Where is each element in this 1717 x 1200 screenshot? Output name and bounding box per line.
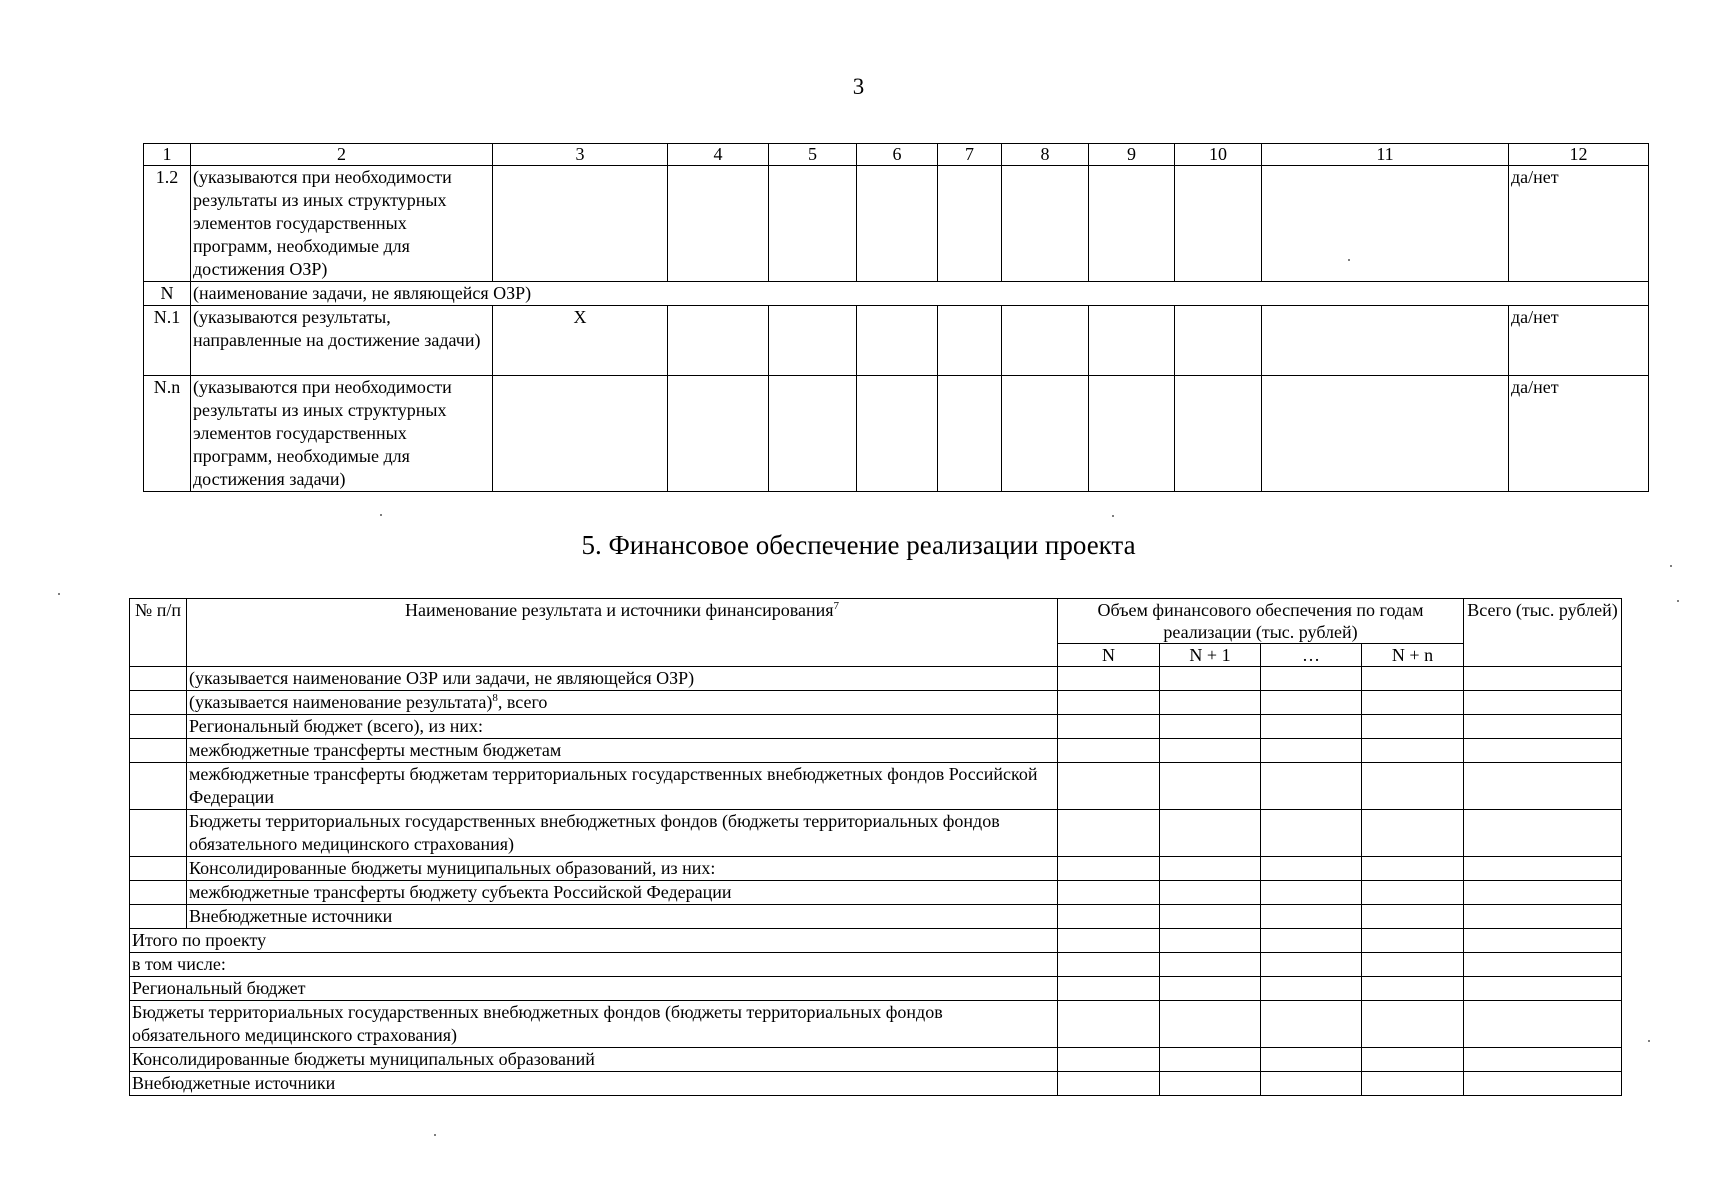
row-label: межбюджетные трансферты бюджетам территориальных государственных внебюджетных фондов Российской Федерации: [187, 763, 1058, 810]
table-cell: [1464, 739, 1622, 763]
table-cell: [1362, 763, 1464, 810]
table-cell: [1261, 1001, 1362, 1048]
table-cell: [1002, 306, 1089, 376]
table-cell: [1464, 953, 1622, 977]
table-cell: [1175, 306, 1262, 376]
table-cell: [938, 306, 1002, 376]
row-number: [130, 739, 187, 763]
table-cell: [1160, 977, 1261, 1001]
table-cell: [857, 376, 938, 492]
row-number: N.1: [144, 306, 191, 376]
table-cell: [1261, 953, 1362, 977]
row-number: [130, 667, 187, 691]
table-row: [144, 306, 1649, 376]
table-cell: [1464, 905, 1622, 929]
scan-speck: [380, 514, 382, 516]
table-cell: [1160, 1072, 1261, 1096]
table-cell: [1362, 857, 1464, 881]
column-header: 9: [1089, 144, 1175, 166]
table-cell: [1058, 953, 1160, 977]
table-cell: [1160, 1048, 1261, 1072]
column-header-name-text: Наименование результата и источники финансирования: [404, 600, 834, 620]
table-cell: [1160, 881, 1261, 905]
financing-table: [129, 598, 1622, 1096]
table-row: [144, 376, 1649, 492]
table-cell: [1261, 881, 1362, 905]
table-cell: [1362, 715, 1464, 739]
table-cell: [1261, 857, 1362, 881]
table-cell: [1464, 977, 1622, 1001]
table-cell: [1175, 376, 1262, 492]
column-header: 11: [1262, 144, 1509, 166]
table-cell: [1175, 166, 1262, 282]
table-cell: [1464, 810, 1622, 857]
column-header: 7: [938, 144, 1002, 166]
table-row: [130, 667, 1622, 691]
table-cell: [1058, 1048, 1160, 1072]
table-cell: [1058, 739, 1160, 763]
header-row: [144, 144, 1649, 166]
summary-row: [130, 977, 1622, 1001]
summary-row: [130, 1072, 1622, 1096]
column-header-volume: Объем финансового обеспечения по годам реализации (тыс. рублей): [1058, 599, 1464, 644]
table-cell: [1362, 810, 1464, 857]
table-row: [130, 857, 1622, 881]
yes-no-cell: да/нет: [1509, 166, 1649, 282]
year-header: N + n: [1362, 644, 1464, 667]
table-cell: [668, 376, 769, 492]
column-header: 1: [144, 144, 191, 166]
row-label: Внебюджетные источники: [187, 905, 1058, 929]
table-row: [144, 166, 1649, 282]
header-row: [130, 599, 1622, 644]
table-cell: [1362, 739, 1464, 763]
row-number: [130, 905, 187, 929]
column-header: 2: [191, 144, 493, 166]
table-row: [130, 881, 1622, 905]
row-description: (указываются при необходимости результаты из иных структурных элементов государственных программ, необходимые для достижения ОЗР): [191, 166, 493, 282]
row-label: Региональный бюджет (всего), из них:: [187, 715, 1058, 739]
table-cell: [1160, 1001, 1261, 1048]
table-cell: [1058, 977, 1160, 1001]
column-header: 3: [493, 144, 668, 166]
table-cell: [1464, 1072, 1622, 1096]
scan-speck: [1112, 515, 1114, 517]
column-header-name: [187, 599, 1058, 667]
table-cell: [1058, 810, 1160, 857]
table-cell: [1160, 715, 1261, 739]
summary-label: Итого по проекту: [130, 929, 1058, 953]
table-cell: [1464, 857, 1622, 881]
table-cell: [1160, 810, 1261, 857]
table-cell: [668, 166, 769, 282]
table-cell: [1261, 715, 1362, 739]
table-cell: [938, 376, 1002, 492]
table-cell: [1362, 1001, 1464, 1048]
table-cell: [1464, 929, 1622, 953]
table-cell: [1261, 1072, 1362, 1096]
table-cell: [1160, 739, 1261, 763]
table-cell: [1089, 306, 1175, 376]
table-cell: [1464, 715, 1622, 739]
section-title: 5. Финансовое обеспечение реализации проекта: [581, 530, 1136, 560]
task-name: (наименование задачи, не являющейся ОЗР): [191, 282, 1649, 306]
row-number: [130, 857, 187, 881]
summary-row: [130, 929, 1622, 953]
table-cell: [1002, 376, 1089, 492]
table-cell: [1261, 763, 1362, 810]
column-header-total: Всего (тыс. рублей): [1464, 599, 1622, 667]
table-cell: [1058, 905, 1160, 929]
table-cell: [1362, 929, 1464, 953]
table-cell: [1058, 929, 1160, 953]
summary-label: Бюджеты территориальных государственных внебюджетных фондов (бюджеты территориальных фондов обязательного медицинского страхования): [130, 1001, 1058, 1048]
table-cell: [1464, 667, 1622, 691]
row-number: N.n: [144, 376, 191, 492]
table-cell: [1261, 667, 1362, 691]
column-header-number: № п/п: [130, 599, 187, 667]
column-header: 5: [769, 144, 857, 166]
row-number: [130, 691, 187, 715]
table-cell: [1262, 306, 1509, 376]
table-cell: [1464, 691, 1622, 715]
year-header: N: [1058, 644, 1160, 667]
table-cell: [1160, 857, 1261, 881]
table-row: [130, 739, 1622, 763]
table-cell: [1160, 905, 1261, 929]
table-cell: [769, 166, 857, 282]
table-cell: [493, 166, 668, 282]
row-label: Консолидированные бюджеты муниципальных образований, из них:: [187, 857, 1058, 881]
table-cell: [1058, 763, 1160, 810]
footnote-marker: 7: [833, 600, 840, 612]
table-row: [130, 715, 1622, 739]
table-cell: [1262, 166, 1509, 282]
column-header: 6: [857, 144, 938, 166]
row-label-text: (указывается наименование результата): [189, 692, 493, 712]
table-cell: [1058, 691, 1160, 715]
table-cell: [1262, 376, 1509, 492]
table-cell: [1058, 857, 1160, 881]
year-header: …: [1261, 644, 1362, 667]
row-description: (указываются результаты, направленные на достижение задачи): [191, 306, 493, 376]
table-cell: [1058, 667, 1160, 691]
table-row: [130, 763, 1622, 810]
results-table: [143, 143, 1649, 492]
table-cell: X: [493, 306, 668, 376]
row-label: межбюджетные трансферты местным бюджетам: [187, 739, 1058, 763]
table-cell: [1058, 881, 1160, 905]
table-cell: [1261, 1048, 1362, 1072]
summary-label: Региональный бюджет: [130, 977, 1058, 1001]
table-cell: [1362, 977, 1464, 1001]
table-cell: [857, 166, 938, 282]
table-cell: [1002, 166, 1089, 282]
row-label-suffix: , всего: [497, 692, 548, 712]
row-number: [130, 763, 187, 810]
table-cell: [857, 306, 938, 376]
table-cell: [1160, 929, 1261, 953]
table-cell: [1261, 905, 1362, 929]
scan-speck: [1348, 259, 1350, 261]
table-row: [130, 905, 1622, 929]
yes-no-cell: да/нет: [1509, 376, 1649, 492]
table-cell: [1362, 1048, 1464, 1072]
scan-speck: [1670, 565, 1672, 567]
year-header: N + 1: [1160, 644, 1261, 667]
table-cell: [1089, 376, 1175, 492]
row-label: Бюджеты территориальных государственных внебюджетных фондов (бюджеты территориальных фондов обязательного медицинского страхования): [187, 810, 1058, 857]
table-cell: [1261, 977, 1362, 1001]
row-number: 1.2: [144, 166, 191, 282]
row-number: [130, 881, 187, 905]
footnote-marker: 8: [492, 692, 498, 704]
summary-label: Консолидированные бюджеты муниципальных образований: [130, 1048, 1058, 1072]
table-cell: [1261, 691, 1362, 715]
row-label: [187, 691, 1058, 715]
row-number: N: [144, 282, 191, 306]
row-label: межбюджетные трансферты бюджету субъекта Российской Федерации: [187, 881, 1058, 905]
table-cell: [1058, 715, 1160, 739]
table-cell: [1058, 1072, 1160, 1096]
table-cell: [1261, 929, 1362, 953]
table-cell: [1261, 739, 1362, 763]
table-cell: [769, 306, 857, 376]
table-cell: [1464, 1048, 1622, 1072]
table-row: [130, 810, 1622, 857]
row-description: (указываются при необходимости результаты из иных структурных элементов государственных программ, необходимые для достижения задачи): [191, 376, 493, 492]
table-cell: [769, 376, 857, 492]
column-header: 10: [1175, 144, 1262, 166]
summary-row: [130, 1001, 1622, 1048]
scan-speck: [58, 593, 60, 595]
table-row: [144, 282, 1649, 306]
row-number: [130, 715, 187, 739]
summary-label: в том числе:: [130, 953, 1058, 977]
scan-speck: [1677, 600, 1679, 602]
table-cell: [1464, 763, 1622, 810]
table-cell: [1089, 166, 1175, 282]
table-cell: [1160, 953, 1261, 977]
column-header: 12: [1509, 144, 1649, 166]
yes-no-cell: да/нет: [1509, 306, 1649, 376]
table-cell: [1160, 691, 1261, 715]
table-cell: [938, 166, 1002, 282]
row-number: [130, 810, 187, 857]
table-cell: [493, 376, 668, 492]
table-row: [130, 691, 1622, 715]
table-cell: [1362, 1072, 1464, 1096]
table-cell: [1160, 763, 1261, 810]
table-cell: [1464, 881, 1622, 905]
table-cell: [668, 306, 769, 376]
table-cell: [1261, 810, 1362, 857]
column-header: 4: [668, 144, 769, 166]
scan-speck: [1648, 1040, 1650, 1042]
table-cell: [1464, 1001, 1622, 1048]
table-cell: [1362, 667, 1464, 691]
table-cell: [1362, 691, 1464, 715]
table-cell: [1362, 953, 1464, 977]
table-cell: [1058, 1001, 1160, 1048]
summary-row: [130, 953, 1622, 977]
summary-row: [130, 1048, 1622, 1072]
scan-speck: [434, 1134, 436, 1136]
table-cell: [1362, 905, 1464, 929]
page-number: 3: [852, 74, 865, 99]
table-cell: [1160, 667, 1261, 691]
row-label: (указывается наименование ОЗР или задачи, не являющейся ОЗР): [187, 667, 1058, 691]
summary-label: Внебюджетные источники: [130, 1072, 1058, 1096]
column-header: 8: [1002, 144, 1089, 166]
table-cell: [1362, 881, 1464, 905]
